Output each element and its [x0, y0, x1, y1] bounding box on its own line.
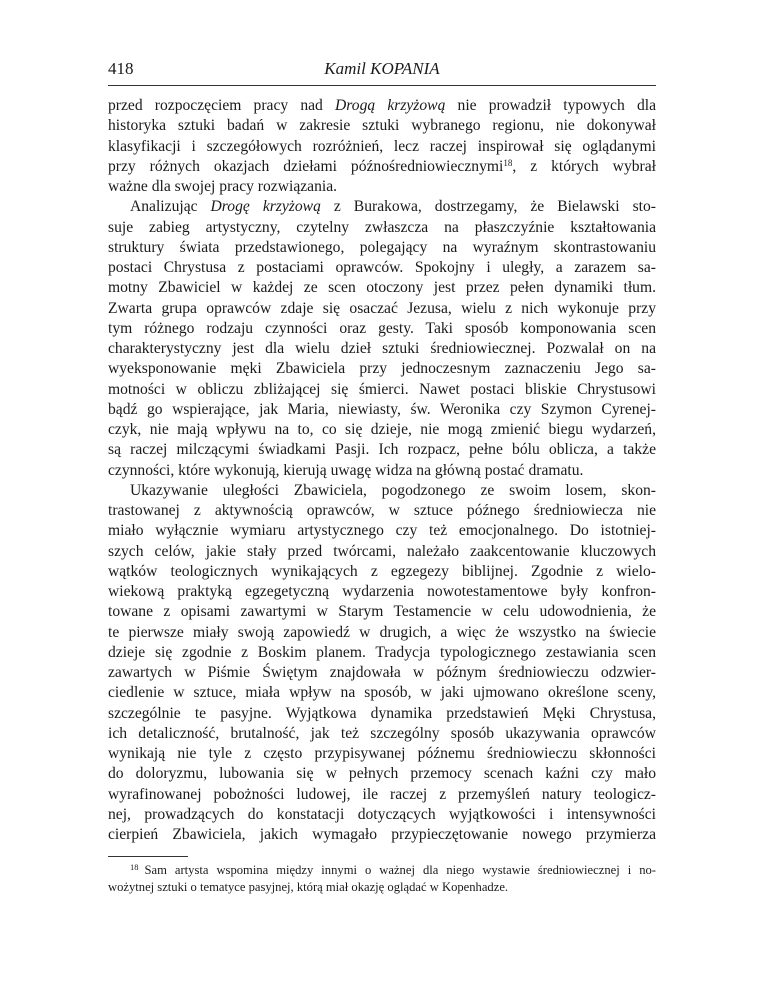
text-span: suje zabieg artystyczny, czytelny zwłaszcza na płaszczyźnie kształtowania	[108, 218, 656, 236]
text-line	[108, 339, 656, 359]
text-span: szych celów, jakie stały przed twórcami, należało zaakcentowanie kluczowych	[108, 542, 656, 560]
page-number: 418	[108, 59, 134, 78]
italic-title: Drogę krzyżową	[210, 198, 321, 216]
text-line	[108, 724, 656, 744]
text-line	[108, 218, 656, 238]
text-span: do doloryzmu, lubowania się w pełnych przemocy scenach kaźni czy mało	[108, 765, 656, 783]
text-span: wyeksponowanie męki Zbawiciela przy jednoczesnym zaznaczeniu Jego sa-	[108, 360, 656, 378]
text-span: zawartych w Piśmie Świętym znajdowała w późnym średniowieczu odzwier-	[108, 664, 656, 681]
text-span: ich detaliczność, brutalność, jak też szczególny sposób ukazywania oprawców	[108, 724, 656, 742]
text-line	[108, 602, 656, 622]
text-line	[108, 744, 656, 764]
text-line	[108, 177, 656, 197]
text-line	[108, 440, 656, 460]
footnote-marker: 18	[130, 862, 139, 872]
text-span: historyka sztuki badań w zakresie sztuki wybranego regionu, nie dokonywał	[108, 117, 656, 135]
text-line	[108, 137, 656, 157]
text-line	[108, 643, 656, 663]
text-span: wyrafinowanej pobożności ludowej, ile raczej z przemyśleń natury teologicz-	[108, 785, 656, 803]
text-span: trastowanej z aktywnością oprawców, w sztuce późnego średniowiecza nie	[108, 502, 656, 519]
text-span: przy różnych okazjach dziełami późnośredniowiecznymi	[108, 157, 504, 175]
footnote	[108, 862, 656, 896]
text-span: cierpień Zbawiciela, jakich wymagało przypieczętowanie nowego przymierza	[108, 826, 656, 843]
text-span: tym różnego rodzaju czynności oraz gesty. Taki sposób komponowania scen	[108, 319, 656, 337]
header-rule	[108, 85, 656, 86]
text-line	[108, 785, 656, 805]
text-line	[108, 704, 656, 724]
text-span: wątków teologicznych wynikających z egzegezy biblijnej. Zgodnie z wielo-	[108, 562, 656, 580]
text-span: czynności, które wykonują, kierują uwagę widza na główną postać dramatu.	[108, 461, 584, 479]
text-span: dzieje się zgodnie z Boskim planem. Tradycja typologicznego zestawiania scen	[108, 643, 656, 661]
text-span: klasyfikacji i szczegółowych rozróżnień, lecz raczej inspirował się oglądanymi	[108, 137, 656, 155]
text-line	[108, 319, 656, 339]
text-line	[108, 562, 656, 582]
text-span: nej, prowadzących do konstatacji dotyczących wyjątkowości i intensywności	[108, 805, 656, 823]
text-span: nie prowadził typowych dla	[445, 97, 656, 114]
text-span: Analizując	[130, 198, 211, 216]
text-line	[108, 764, 656, 784]
footnote-line	[108, 879, 656, 896]
text-span: postaci Chrystusa z postaciami oprawców. Spokojny i uległy, a zarazem sa-	[108, 259, 656, 276]
text-span: Zwarta grupa oprawców zdaje się osaczać Jezusa, wielu z nich wykonuje przy	[108, 299, 656, 317]
text-line	[108, 542, 656, 562]
text-span: struktury świata przedstawionego, polegający na wyraźnym skontrastowaniu	[108, 238, 656, 256]
text-line	[108, 258, 656, 278]
text-line	[108, 238, 656, 258]
text-span: czyk, nie mają wpływu na to, co się dzieje, nie mogą zmienić biegu wydarzeń,	[108, 421, 656, 438]
text-span: wiekową praktyką egzegetyczną wydarzenia nowotestamentowe były konfron-	[108, 583, 656, 600]
text-span: ciedlenie w sztuce, miała wpływ na sposób, w jaki ujmowano określone sceny,	[108, 684, 656, 702]
running-head-author: Kamil KOPANIA	[324, 59, 440, 78]
text-line	[108, 197, 656, 217]
italic-title: Drogą krzyżową	[335, 97, 446, 114]
text-span: przed rozpoczęciem pracy nad	[108, 97, 336, 114]
footnote-rule	[108, 856, 188, 857]
text-span: wynikają nie tyle z często przypisywanej późnemu średniowieczu skłonności	[108, 745, 656, 762]
text-span: towane z opisami zawartymi w Starym Testamencie w celu udowodnienia, że	[108, 603, 656, 621]
text-span: bądź go wspierające, jak Maria, niewiasty, św. Weronika czy Szymon Cyrenej-	[108, 400, 656, 418]
text-line	[108, 157, 656, 177]
text-span: z Burakowa, dostrzegamy, że Bielawski sto-	[320, 198, 656, 216]
text-span: te pierwsze miały swoją zapowiedź w drugich, a więc że wszystko na świecie	[108, 623, 656, 641]
footnote-reference: 18	[503, 157, 513, 168]
text-line	[108, 623, 656, 643]
text-line	[108, 278, 656, 298]
text-span: są raczej milczącymi świadkami Pasji. Ich rozpacz, pełne bólu oblicza, a także	[108, 441, 656, 459]
text-line	[108, 582, 656, 602]
footnote-text-2: wożytnej sztuki o tematyce pasyjnej, którą miał okazję oglądać w Kopenhadze.	[108, 880, 509, 894]
text-line	[108, 683, 656, 703]
text-line	[108, 825, 656, 845]
text-line	[108, 521, 656, 541]
text-line	[108, 663, 656, 683]
text-span: ważne dla swojej pracy rozwiązania.	[108, 178, 338, 195]
page-header	[108, 59, 656, 83]
text-line	[108, 461, 656, 481]
text-line	[108, 481, 656, 501]
text-line	[108, 501, 656, 521]
text-line	[108, 359, 656, 379]
text-line	[108, 805, 656, 825]
text-span: motności w obliczu zbliżającej się śmierci. Nawet postaci bliskie Chrystusowi	[108, 380, 656, 398]
text-span: charakterystyczny jest dla wielu dzieł sztuki średniowiecznej. Pozwalał on na	[108, 340, 656, 357]
body-text	[108, 96, 656, 845]
text-line	[108, 420, 656, 440]
footnote-line	[108, 862, 656, 879]
text-line	[108, 116, 656, 136]
footnote-text-1: Sam artysta wspomina między innymi o ważnej dla niego wystawie średniowiecznej i no-	[144, 863, 656, 877]
text-span: Ukazywanie uległości Zbawiciela, pogodzonego ze swoim losem, skon-	[130, 481, 656, 499]
text-line	[108, 299, 656, 319]
text-span: , z których wybrał	[512, 157, 656, 175]
text-span: motny Zbawiciel w każdej ze scen otoczony jest przez pełen dynamiki tłum.	[108, 279, 656, 297]
text-line	[108, 400, 656, 420]
text-span: miało wyłącznie wymiaru artystycznego czy też emocjonalnego. Do istotniej-	[108, 522, 656, 540]
text-span: szczególnie te pasyjne. Wyjątkowa dynamika przedstawień Męki Chrystusa,	[108, 704, 656, 722]
text-line	[108, 96, 656, 116]
text-line	[108, 380, 656, 400]
